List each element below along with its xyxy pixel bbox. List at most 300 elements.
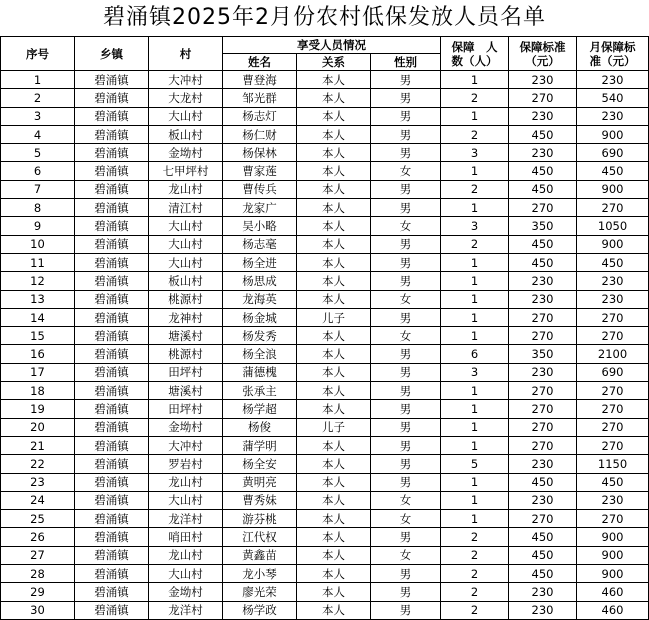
cell-name: 曹登海 [223, 71, 297, 89]
cell-count: 1 [441, 71, 509, 89]
cell-count: 1 [441, 199, 509, 217]
cell-monthly: 1150 [577, 455, 649, 473]
cell-seq: 8 [1, 199, 75, 217]
cell-gender: 男 [371, 473, 441, 491]
cell-standard: 270 [509, 436, 577, 454]
col-monthly-header-line2: 准（元） [589, 53, 636, 68]
cell-seq: 14 [1, 308, 75, 326]
cell-standard: 230 [509, 290, 577, 308]
cell-standard: 230 [509, 363, 577, 381]
col-relation-header: 关系 [297, 54, 371, 71]
cell-gender: 男 [371, 144, 441, 162]
cell-monthly: 450 [577, 253, 649, 271]
table-row [1, 601, 649, 619]
cell-relation: 本人 [297, 180, 371, 198]
cell-village: 板山村 [149, 125, 223, 143]
cell-village: 金坳村 [149, 583, 223, 601]
cell-town: 碧涌镇 [75, 455, 149, 473]
cell-monthly: 230 [577, 71, 649, 89]
cell-standard: 230 [509, 491, 577, 509]
cell-gender: 男 [371, 565, 441, 583]
cell-gender: 男 [371, 253, 441, 271]
cell-standard: 270 [509, 400, 577, 418]
col-count-header-line1: 保障 人 [451, 39, 498, 54]
cell-gender: 女 [371, 546, 441, 564]
cell-standard: 450 [509, 546, 577, 564]
cell-seq: 26 [1, 528, 75, 546]
cell-relation: 本人 [297, 235, 371, 253]
cell-town: 碧涌镇 [75, 235, 149, 253]
cell-seq: 29 [1, 583, 75, 601]
cell-relation: 本人 [297, 162, 371, 180]
cell-count: 1 [441, 491, 509, 509]
table-row [1, 217, 649, 235]
cell-count: 2 [441, 565, 509, 583]
cell-name: 游芬桃 [223, 510, 297, 528]
cell-relation: 本人 [297, 473, 371, 491]
cell-name: 杨学政 [223, 601, 297, 619]
cell-standard: 270 [509, 418, 577, 436]
cell-relation: 本人 [297, 327, 371, 345]
cell-monthly: 900 [577, 125, 649, 143]
cell-monthly: 900 [577, 528, 649, 546]
cell-village: 七甲坪村 [149, 162, 223, 180]
cell-name: 张承主 [223, 382, 297, 400]
cell-seq: 19 [1, 400, 75, 418]
cell-relation: 本人 [297, 345, 371, 363]
cell-town: 碧涌镇 [75, 601, 149, 619]
table-row [1, 345, 649, 363]
cell-count: 1 [441, 290, 509, 308]
cell-monthly: 270 [577, 308, 649, 326]
cell-relation: 本人 [297, 601, 371, 619]
cell-village: 桃源村 [149, 290, 223, 308]
cell-name: 廖光荣 [223, 583, 297, 601]
table-row [1, 180, 649, 198]
table-row [1, 162, 649, 180]
cell-name: 曹家莲 [223, 162, 297, 180]
cell-name: 江代权 [223, 528, 297, 546]
cell-count: 2 [441, 546, 509, 564]
cell-count: 2 [441, 583, 509, 601]
cell-relation: 本人 [297, 491, 371, 509]
cell-standard: 450 [509, 125, 577, 143]
cell-count: 1 [441, 107, 509, 125]
cell-gender: 男 [371, 601, 441, 619]
cell-relation: 本人 [297, 290, 371, 308]
cell-standard: 450 [509, 253, 577, 271]
col-town-header: 乡镇 [75, 37, 149, 71]
cell-town: 碧涌镇 [75, 436, 149, 454]
cell-village: 大山村 [149, 491, 223, 509]
cell-relation: 本人 [297, 217, 371, 235]
cell-town: 碧涌镇 [75, 363, 149, 381]
cell-gender: 女 [371, 290, 441, 308]
cell-relation: 本人 [297, 436, 371, 454]
cell-seq: 5 [1, 144, 75, 162]
table-row [1, 510, 649, 528]
cell-town: 碧涌镇 [75, 217, 149, 235]
cell-standard: 270 [509, 382, 577, 400]
beneficiary-group-header: 享受人员情况 [223, 37, 441, 54]
cell-town: 碧涌镇 [75, 400, 149, 418]
table-row [1, 125, 649, 143]
cell-count: 1 [441, 162, 509, 180]
cell-count: 5 [441, 455, 509, 473]
cell-relation: 本人 [297, 546, 371, 564]
cell-village: 罗岩村 [149, 455, 223, 473]
cell-count: 1 [441, 418, 509, 436]
cell-relation: 本人 [297, 107, 371, 125]
cell-count: 1 [441, 510, 509, 528]
cell-standard: 230 [509, 455, 577, 473]
cell-name: 杨志毫 [223, 235, 297, 253]
cell-standard: 450 [509, 162, 577, 180]
cell-seq: 21 [1, 436, 75, 454]
cell-standard: 450 [509, 565, 577, 583]
cell-monthly: 270 [577, 199, 649, 217]
cell-count: 1 [441, 253, 509, 271]
cell-gender: 男 [371, 125, 441, 143]
cell-gender: 女 [371, 491, 441, 509]
cell-seq: 16 [1, 345, 75, 363]
cell-gender: 男 [371, 400, 441, 418]
cell-town: 碧涌镇 [75, 382, 149, 400]
table-row [1, 272, 649, 290]
cell-village: 龙洋村 [149, 510, 223, 528]
cell-relation: 本人 [297, 400, 371, 418]
table-row [1, 528, 649, 546]
cell-town: 碧涌镇 [75, 418, 149, 436]
cell-gender: 男 [371, 107, 441, 125]
cell-town: 碧涌镇 [75, 71, 149, 89]
cell-monthly: 270 [577, 436, 649, 454]
cell-standard: 450 [509, 180, 577, 198]
cell-name: 杨仁财 [223, 125, 297, 143]
cell-monthly: 230 [577, 491, 649, 509]
cell-name: 杨思成 [223, 272, 297, 290]
cell-village: 板山村 [149, 272, 223, 290]
cell-town: 碧涌镇 [75, 144, 149, 162]
cell-standard: 350 [509, 217, 577, 235]
cell-monthly: 460 [577, 583, 649, 601]
cell-relation: 本人 [297, 89, 371, 107]
cell-village: 大山村 [149, 565, 223, 583]
cell-gender: 女 [371, 162, 441, 180]
cell-count: 2 [441, 601, 509, 619]
cell-name: 杨学超 [223, 400, 297, 418]
cell-relation: 本人 [297, 144, 371, 162]
cell-town: 碧涌镇 [75, 125, 149, 143]
cell-standard: 230 [509, 601, 577, 619]
col-standard-header [509, 37, 577, 71]
cell-standard: 270 [509, 308, 577, 326]
cell-relation: 本人 [297, 253, 371, 271]
cell-seq: 10 [1, 235, 75, 253]
table-row [1, 308, 649, 326]
cell-village: 大龙村 [149, 89, 223, 107]
cell-seq: 6 [1, 162, 75, 180]
cell-monthly: 230 [577, 290, 649, 308]
cell-count: 3 [441, 363, 509, 381]
cell-count: 2 [441, 528, 509, 546]
cell-seq: 4 [1, 125, 75, 143]
table-row [1, 290, 649, 308]
cell-relation: 本人 [297, 363, 371, 381]
cell-count: 1 [441, 473, 509, 491]
table-row [1, 71, 649, 89]
cell-seq: 1 [1, 71, 75, 89]
table-row [1, 253, 649, 271]
cell-village: 清江村 [149, 199, 223, 217]
cell-standard: 270 [509, 199, 577, 217]
table-row [1, 235, 649, 253]
cell-gender: 男 [371, 345, 441, 363]
cell-seq: 15 [1, 327, 75, 345]
table-row [1, 418, 649, 436]
table-row [1, 107, 649, 125]
cell-name: 邹光群 [223, 89, 297, 107]
cell-gender: 男 [371, 382, 441, 400]
cell-count: 2 [441, 180, 509, 198]
cell-count: 3 [441, 144, 509, 162]
cell-name: 杨全进 [223, 253, 297, 271]
table-row [1, 199, 649, 217]
cell-village: 桃源村 [149, 345, 223, 363]
cell-village: 塘溪村 [149, 327, 223, 345]
cell-seq: 3 [1, 107, 75, 125]
cell-seq: 23 [1, 473, 75, 491]
cell-name: 杨发秀 [223, 327, 297, 345]
cell-standard: 450 [509, 473, 577, 491]
cell-monthly: 2100 [577, 345, 649, 363]
cell-town: 碧涌镇 [75, 89, 149, 107]
cell-name: 龙家广 [223, 199, 297, 217]
cell-seq: 13 [1, 290, 75, 308]
cell-gender: 男 [371, 89, 441, 107]
cell-monthly: 1050 [577, 217, 649, 235]
cell-village: 田坪村 [149, 400, 223, 418]
cell-town: 碧涌镇 [75, 583, 149, 601]
cell-village: 大山村 [149, 253, 223, 271]
col-monthly-header-line1: 月保障标 [589, 39, 636, 54]
cell-count: 1 [441, 400, 509, 418]
cell-name: 杨志灯 [223, 107, 297, 125]
cell-town: 碧涌镇 [75, 528, 149, 546]
cell-standard: 270 [509, 510, 577, 528]
cell-monthly: 230 [577, 272, 649, 290]
cell-name: 龙小琴 [223, 565, 297, 583]
table-row [1, 89, 649, 107]
cell-seq: 28 [1, 565, 75, 583]
cell-seq: 11 [1, 253, 75, 271]
col-count-header [441, 37, 509, 71]
cell-gender: 男 [371, 418, 441, 436]
cell-gender: 男 [371, 308, 441, 326]
col-gender-header: 性别 [371, 54, 441, 71]
cell-monthly: 900 [577, 546, 649, 564]
table-row [1, 455, 649, 473]
cell-monthly: 450 [577, 473, 649, 491]
cell-gender: 男 [371, 455, 441, 473]
cell-relation: 儿子 [297, 418, 371, 436]
cell-monthly: 540 [577, 89, 649, 107]
cell-relation: 本人 [297, 528, 371, 546]
col-standard-header-line1: 保障标准 [519, 39, 566, 54]
cell-town: 碧涌镇 [75, 546, 149, 564]
cell-standard: 270 [509, 327, 577, 345]
cell-village: 金坳村 [149, 418, 223, 436]
cell-village: 龙洋村 [149, 601, 223, 619]
cell-seq: 25 [1, 510, 75, 528]
cell-town: 碧涌镇 [75, 253, 149, 271]
cell-village: 大冲村 [149, 436, 223, 454]
cell-name: 曹传兵 [223, 180, 297, 198]
table-row [1, 382, 649, 400]
cell-village: 金坳村 [149, 144, 223, 162]
table-row [1, 436, 649, 454]
cell-name: 杨金城 [223, 308, 297, 326]
cell-village: 塘溪村 [149, 382, 223, 400]
cell-town: 碧涌镇 [75, 327, 149, 345]
cell-gender: 男 [371, 583, 441, 601]
cell-town: 碧涌镇 [75, 473, 149, 491]
cell-monthly: 460 [577, 601, 649, 619]
cell-count: 1 [441, 327, 509, 345]
cell-village: 龙神村 [149, 308, 223, 326]
cell-name: 曹秀妹 [223, 491, 297, 509]
cell-town: 碧涌镇 [75, 565, 149, 583]
cell-gender: 女 [371, 327, 441, 345]
cell-village: 龙山村 [149, 180, 223, 198]
cell-name: 龙海英 [223, 290, 297, 308]
col-monthly-header [577, 37, 649, 71]
cell-monthly: 690 [577, 144, 649, 162]
cell-standard: 350 [509, 345, 577, 363]
cell-standard: 230 [509, 71, 577, 89]
cell-standard: 230 [509, 144, 577, 162]
cell-seq: 9 [1, 217, 75, 235]
cell-gender: 男 [371, 71, 441, 89]
cell-count: 1 [441, 308, 509, 326]
cell-village: 大冲村 [149, 71, 223, 89]
cell-name: 杨保林 [223, 144, 297, 162]
cell-name: 黄明亮 [223, 473, 297, 491]
cell-gender: 男 [371, 199, 441, 217]
cell-town: 碧涌镇 [75, 162, 149, 180]
cell-monthly: 450 [577, 162, 649, 180]
table-row [1, 327, 649, 345]
table-row [1, 565, 649, 583]
table-row [1, 473, 649, 491]
table-row [1, 363, 649, 381]
cell-gender: 男 [371, 235, 441, 253]
cell-standard: 230 [509, 583, 577, 601]
col-village-header: 村 [149, 37, 223, 71]
cell-standard: 270 [509, 89, 577, 107]
cell-village: 哨田村 [149, 528, 223, 546]
cell-relation: 本人 [297, 125, 371, 143]
cell-relation: 本人 [297, 382, 371, 400]
cell-count: 2 [441, 125, 509, 143]
cell-seq: 30 [1, 601, 75, 619]
cell-name: 蒲德槐 [223, 363, 297, 381]
cell-monthly: 270 [577, 510, 649, 528]
cell-monthly: 270 [577, 400, 649, 418]
cell-count: 1 [441, 272, 509, 290]
relief-roster-table [0, 36, 649, 620]
cell-gender: 男 [371, 363, 441, 381]
cell-standard: 450 [509, 235, 577, 253]
col-standard-header-line2: （元） [525, 53, 560, 68]
cell-seq: 12 [1, 272, 75, 290]
cell-town: 碧涌镇 [75, 345, 149, 363]
cell-town: 碧涌镇 [75, 290, 149, 308]
table-row [1, 144, 649, 162]
cell-relation: 本人 [297, 71, 371, 89]
cell-village: 大山村 [149, 107, 223, 125]
cell-name: 杨全安 [223, 455, 297, 473]
cell-name: 黄鑫苗 [223, 546, 297, 564]
cell-town: 碧涌镇 [75, 180, 149, 198]
cell-village: 龙山村 [149, 546, 223, 564]
header-row-1 [1, 37, 649, 54]
cell-seq: 7 [1, 180, 75, 198]
col-seq-header: 序号 [1, 37, 75, 71]
cell-seq: 18 [1, 382, 75, 400]
cell-town: 碧涌镇 [75, 107, 149, 125]
cell-count: 2 [441, 235, 509, 253]
cell-gender: 男 [371, 528, 441, 546]
cell-relation: 本人 [297, 199, 371, 217]
cell-standard: 450 [509, 528, 577, 546]
table-body [1, 71, 649, 620]
cell-gender: 男 [371, 272, 441, 290]
cell-town: 碧涌镇 [75, 199, 149, 217]
cell-name: 蒲学明 [223, 436, 297, 454]
cell-relation: 本人 [297, 272, 371, 290]
cell-standard: 230 [509, 107, 577, 125]
cell-seq: 24 [1, 491, 75, 509]
table-row [1, 400, 649, 418]
cell-seq: 2 [1, 89, 75, 107]
table-row [1, 491, 649, 509]
cell-town: 碧涌镇 [75, 491, 149, 509]
cell-name: 杨俊 [223, 418, 297, 436]
cell-count: 1 [441, 382, 509, 400]
cell-count: 6 [441, 345, 509, 363]
cell-town: 碧涌镇 [75, 272, 149, 290]
cell-village: 大山村 [149, 217, 223, 235]
page-title: 碧涌镇2025年2月份农村低保发放人员名单 [103, 5, 546, 30]
cell-name: 吴小略 [223, 217, 297, 235]
cell-monthly: 690 [577, 363, 649, 381]
cell-count: 2 [441, 89, 509, 107]
cell-relation: 本人 [297, 583, 371, 601]
cell-relation: 本人 [297, 455, 371, 473]
cell-name: 杨全浪 [223, 345, 297, 363]
cell-town: 碧涌镇 [75, 308, 149, 326]
cell-village: 龙山村 [149, 473, 223, 491]
cell-gender: 女 [371, 217, 441, 235]
table-row [1, 583, 649, 601]
cell-relation: 儿子 [297, 308, 371, 326]
col-name-header: 姓名 [223, 54, 297, 71]
table-row [1, 546, 649, 564]
cell-count: 3 [441, 217, 509, 235]
cell-count: 1 [441, 436, 509, 454]
cell-monthly: 900 [577, 235, 649, 253]
